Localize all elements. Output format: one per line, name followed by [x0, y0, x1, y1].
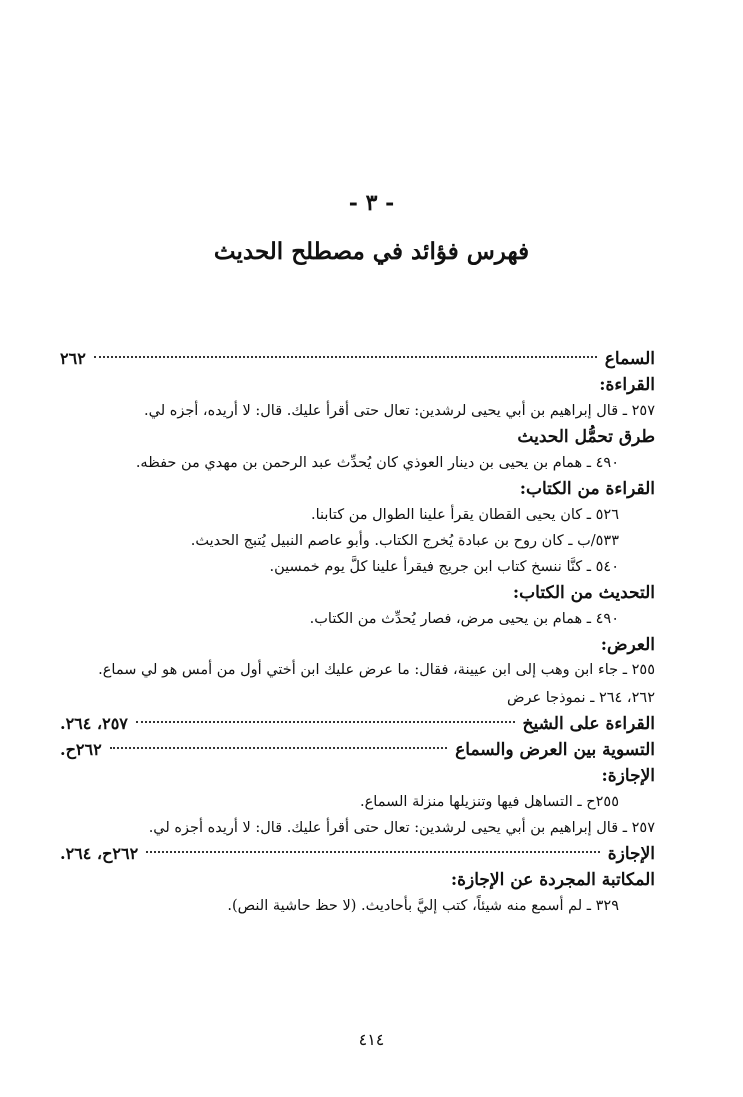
leader-dots: [110, 747, 447, 749]
heading-turuq: طرق تحمُّل الحديث: [517, 427, 655, 447]
list-item: ٤٩٠ ـ همام بن يحيى بن دينار العوذي كان يُحدِّث عبد الرحمن بن مهدي من حفظه.: [135, 455, 619, 471]
index-content: [60, 346, 655, 919]
heading-ard: العرض:: [600, 635, 655, 655]
section-number: - ٣ -: [348, 190, 395, 216]
list-item: ٥٣٣/ب ـ كان روح بن عبادة يُخرج الكتاب. وأبو عاصم النبيل يُتبج الحديث.: [190, 533, 619, 549]
page-title: فهرس فؤائد في مصطلح الحديث: [213, 238, 530, 265]
list-item: ٢٥٥ ـ جاء ابن وهب إلى ابن عيينة، فقال: ما عرض عليك ابن أختي أول من أمس هو لي سماع.: [98, 662, 655, 678]
heading-tahdith: التحديث من الكتاب:: [512, 583, 655, 603]
list-item: ٤٩٠ ـ همام بن يحيى مرض، فصار يُحدِّث من الكتاب.: [309, 611, 619, 627]
list-item: ٢٥٧ ـ قال إبراهيم بن أبي يحيى لرشدين: تعال حتى أقرأ عليك. قال: لا أريده أجزه لي.: [148, 820, 655, 836]
leader-dots: [146, 851, 600, 853]
entry-label: القراءة على الشيخ: [522, 714, 655, 734]
list-item: ٣٢٩ ـ لم أسمع منه شيئاً، كتب إليَّ بأحاديث. (لا حظ حاشية النص).: [227, 898, 619, 914]
entry-label: الإجازة: [607, 844, 655, 864]
index-entry-taswiya: [60, 737, 655, 763]
entry-label: التسوية بين العرض والسماع: [455, 740, 655, 760]
list-item: ٥٤٠ ـ كنَّا ننسخ كتاب ابن جريج فيقرأ علينا كلَّ يوم خمسين.: [269, 559, 619, 575]
entry-label: السماع: [604, 349, 655, 369]
leader-dots: [136, 721, 515, 723]
heading-qiraa: القراءة:: [599, 375, 655, 395]
heading-ijaza: الإجازة:: [601, 766, 655, 786]
index-entry-samaa: [60, 346, 655, 372]
list-item: ٢٥٥ح ـ التساهل فيها وتنزيلها منزلة السماع.: [360, 794, 619, 810]
leader-dots: [94, 356, 597, 358]
list-item: ٢٦٢، ٢٦٤ ـ نموذجا عرض: [506, 690, 655, 706]
entry-pages: ٢٦٢ح.: [60, 740, 102, 759]
index-entry-qiraa-shaykh: [60, 711, 655, 737]
list-item: ٢٥٧ ـ قال إبراهيم بن أبي يحيى لرشدين: تعال حتى أقرأ عليك. قال: لا أريده، أجزه لي.: [144, 403, 655, 419]
entry-pages: ٢٦٢ح، ٢٦٤.: [60, 844, 139, 863]
heading-qiraa-kitab: القراءة من الكتاب:: [519, 479, 655, 499]
index-entry-ijaza: [60, 841, 655, 867]
heading-mukataba: المكاتبة المجردة عن الإجازة:: [450, 870, 655, 890]
entry-pages: ٢٥٧، ٢٦٤.: [60, 714, 128, 733]
list-item: ٥٢٦ ـ كان يحيى القطان يقرأ علينا الطوال من كتابنا.: [310, 507, 619, 523]
page-number: ٤١٤: [358, 1030, 385, 1049]
entry-pages: ٢٦٢: [60, 349, 86, 368]
